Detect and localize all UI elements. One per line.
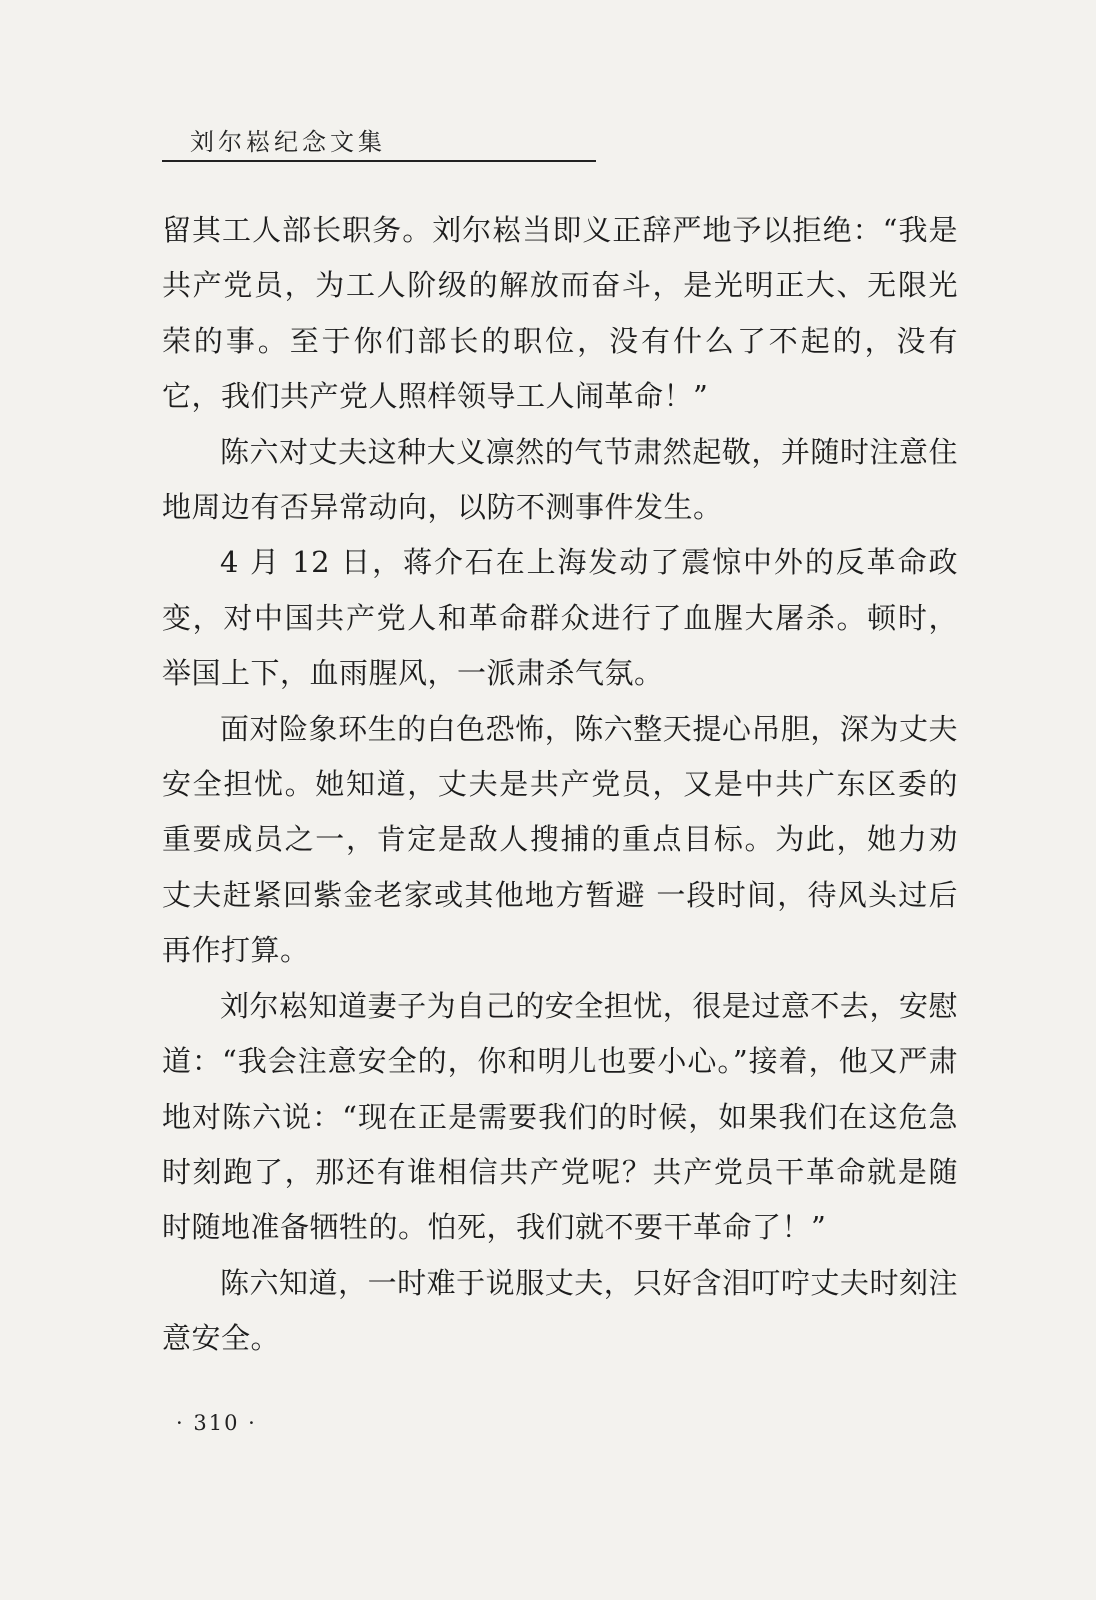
paragraph-2: 陈六对丈夫这种大义凛然的气节肃然起敬，并随时注意住地周边有否异常动向，以防不测事件发生。	[162, 434, 958, 525]
paragraph-3: 4 月 12 日，蒋介石在上海发动了震惊中外的反革命政变，对中国共产党人和革命群众进行了血腥大屠杀。顿时，举国上下，血雨腥风，一派肃杀气氛。	[162, 545, 958, 691]
body-text	[162, 203, 958, 1367]
header-rule	[162, 160, 596, 162]
page-number: · 310 ·	[176, 1411, 257, 1435]
paragraph-4: 面对险象环生的白色恐怖，陈六整天提心吊胆，深为丈夫安全担忧。她知道，丈夫是共产党员，又是中共广东区委的重要成员之一，肯定是敌人搜捕的重点目标。为此，她力劝丈夫赶紧回紫金老家或其他地方暂避 一段时间，待风头过后再作打算。	[162, 711, 958, 968]
running-title: 刘尔崧纪念文集	[190, 128, 386, 156]
paragraph-5: 刘尔崧知道妻子为自己的安全担忧，很是过意不去，安慰道：“我会注意安全的，你和明儿也要小心。”接着，他又严肃地对陈六说：“现在正是需要我们的时候，如果我们在这危急时刻跑了，那还有谁相信共产党呢？共产党员干革命就是随时随地准备牺牲的。怕死，我们就不要干革命了！”	[162, 988, 958, 1245]
paragraph-6: 陈六知道，一时难于说服丈夫，只好含泪叮咛丈夫时刻注意安全。	[162, 1265, 958, 1356]
paragraph-1: 留其工人部长职务。刘尔崧当即义正辞严地予以拒绝：“我是共产党员，为工人阶级的解放而奋斗，是光明正大、无限光荣的事。至于你们部长的职位，没有什么了不起的，没有它，我们共产党人照样领导工人闹革命！”	[162, 213, 958, 414]
